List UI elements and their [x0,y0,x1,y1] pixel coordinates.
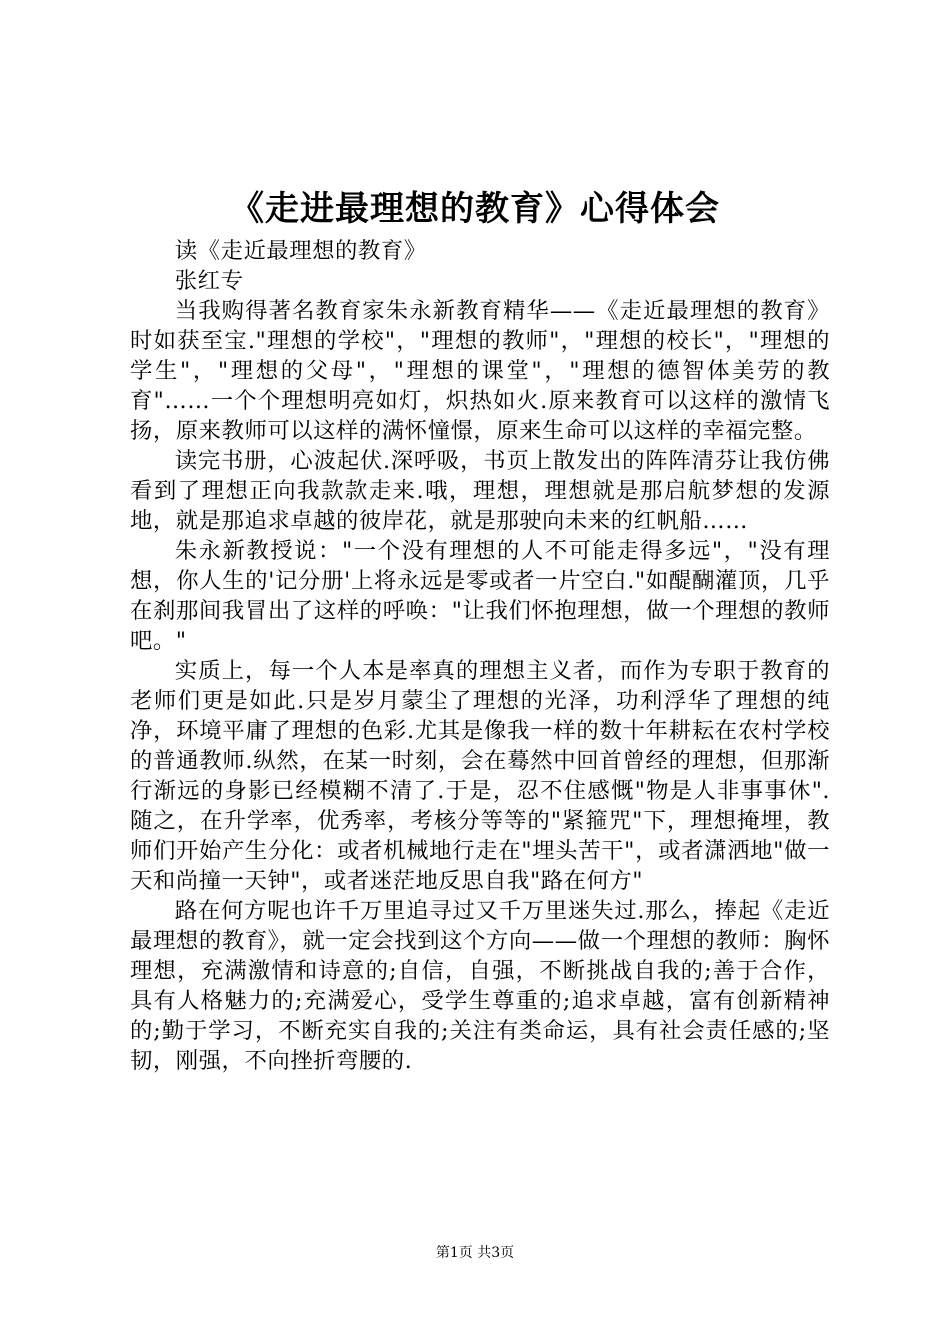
paragraph: 实质上，每一个人本是率真的理想主义者，而作为专职于教育的老师们更是如此.只是岁月蒙尘了理想的光泽，功利浮华了理想的纯净，环境平庸了理想的色彩.尤其是像我一样的数十年耕耘在农村学校的普通教师.纵然，在某一时刻，会在蓦然中回首曾经的理想，但那渐行渐远的身影已经模糊不清了.于是，忍不住感慨"物是人非事事休".随之，在升学率，优秀率，考核分等等的"紧箍咒"下，理想掩埋，教师们开始产生分化：或者机械地行走在"埋头苦干"，或者潇洒地"做一天和尚撞一天钟"，或者迷茫地反思自我"路在何方" [130,658,830,894]
paragraph: 读完书册，心波起伏.深呼吸，书页上散发出的阵阵清芬让我仿佛看到了理想正向我款款走来.哦，理想，理想就是那启航梦想的发源地，就是那追求卓越的彼岸花，就是那驶向未来的红帆船…… [130,448,830,534]
paragraph: 朱永新教授说："一个没有理想的人不可能走得多远"，"没有理想，你人生的'记分册'上将永远是零或者一片空白."如醍醐灌顶，几乎在刹那间我冒出了这样的呼唤："让我们怀抱理想，做一个理想的教师吧。" [130,538,830,654]
paragraph: 路在何方呢也许千万里追寻过又千万里迷失过.那么，捧起《走近最理想的教育》，就一定会找到这个方向——做一个理想的教师：胸怀理想，充满激情和诗意的;自信，自强，不断挑战自我的;善于合作，具有人格魅力的;充满爱心，受学生尊重的;追求卓越，富有创新精神的;勤于学习，不断充实自我的;关注有类命运，具有社会责任感的;坚韧，刚强，不向挫折弯腰的. [130,898,830,1074]
author-line: 张红专 [174,268,244,294]
document-body [130,236,830,1076]
paragraph: 当我购得著名教育家朱永新教育精华——《走近最理想的教育》时如获至宝."理想的学校"，"理想的教师"，"理想的校长"，"理想的学生"，"理想的父母"，"理想的课堂"，"理想的德智体美劳的教育"……一个个理想明亮如灯，炽热如火.原来教育可以这样的激情飞扬，原来教师可以这样的满怀憧憬，原来生命可以这样的幸福完整。 [130,298,830,444]
subtitle-line: 读《走近最理想的教育》 [174,238,427,264]
page-number-footer: 第1页 共3页 [435,1245,515,1261]
document-title: 《走进最理想的教育》心得体会 [230,189,720,229]
